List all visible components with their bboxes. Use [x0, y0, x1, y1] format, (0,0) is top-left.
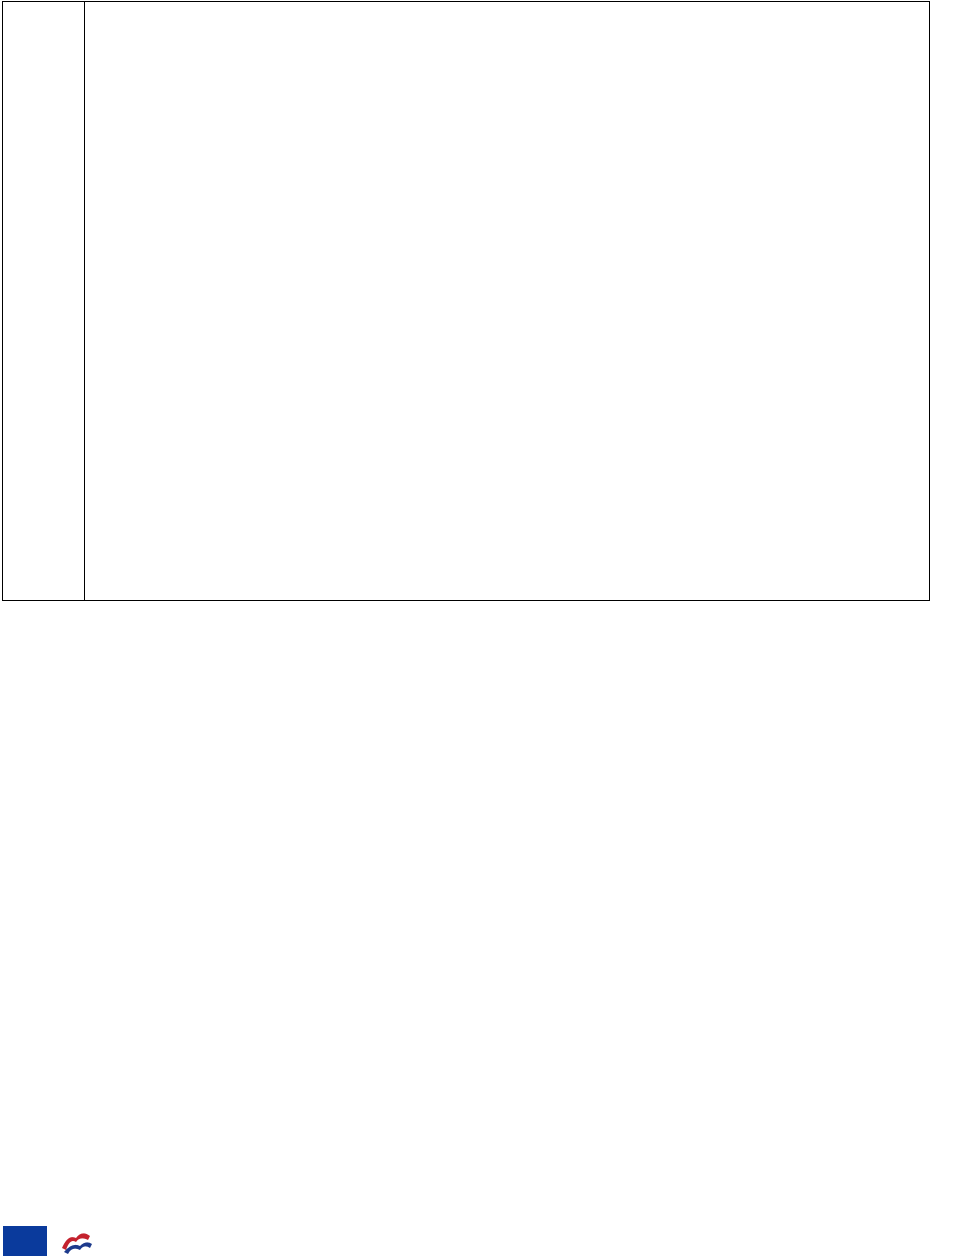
hands-icon [58, 1226, 94, 1256]
competences-table [2, 1, 930, 601]
side-title-cell [3, 2, 85, 600]
footer [0, 606, 960, 656]
czech-republic-helps-logo [58, 1226, 164, 1256]
eu-flag-icon [3, 1226, 47, 1256]
